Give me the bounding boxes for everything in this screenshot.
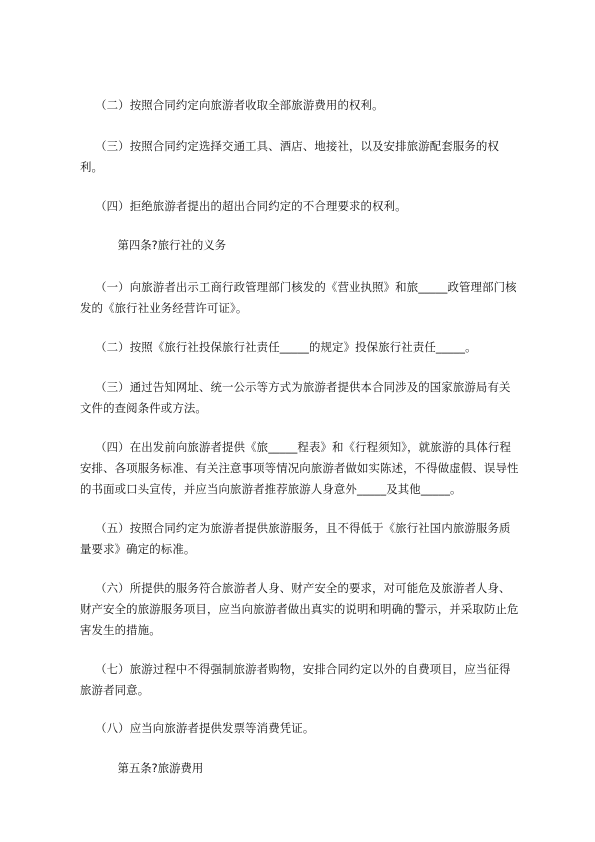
paragraph-text: （八）应当向旅游者提供发票等消费凭证。 xyxy=(95,721,315,735)
paragraph-text: （一）向旅游者出示工商行政管理部门核发的《营业执照》和旅_____政管理部门核发的《旅行社业务经营许可证》。 xyxy=(80,280,517,315)
heading-text: 第四条?旅行社的义务 xyxy=(117,238,227,252)
paragraph-text: （六）所提供的服务符合旅游者人身、财产安全的要求，对可能危及旅游者人身、财产安全的旅游服务项目，应当向旅游者做出真实的说明和明确的警示，并采取防止危害发生的措施。 xyxy=(80,581,519,637)
heading-text: 第五条?旅游费用 xyxy=(117,761,204,775)
paragraph-text: （三）通过告知网址、统一公示等方式为旅游者提供本合同涉及的国家旅游局有关文件的查阅条件或方法。 xyxy=(80,380,511,415)
paragraph-text: （三）按照合同约定选择交通工具、酒店、地接社，以及安排旅游配套服务的权利。 xyxy=(80,139,500,174)
paragraph-text: （四）在出发前向旅游者提供《旅_____程表》和《行程须知》，就旅游的具体行程安排、各项服务标准、有关注意事项等情况向旅游者做如实陈述，不得做虚假、误导性的书面或口头宣传，并应当向旅游者推荐旅游人身意外_____及其他_____。 xyxy=(80,440,519,496)
paragraph-text: （四）拒绝旅游者提出的超出合同约定的不合理要求的权利。 xyxy=(95,199,407,213)
paragraph-text: （五）按照合同约定为旅游者提供旅游服务，且不得低于《旅行社国内旅游服务质量要求》确定的标准。 xyxy=(80,521,511,556)
article-5-heading xyxy=(103,737,203,800)
paragraph-text: （二）按照合同约定向旅游者收取全部旅游费用的权利。 xyxy=(95,98,384,112)
paragraph-text: （二）按照《旅行社投保旅行社责任_____的规定》投保旅行社责任_____。 xyxy=(95,340,477,354)
paragraph-text: （七）旅游过程中不得强制旅游者购物，安排合同约定以外的自费项目，应当征得旅游者同意。 xyxy=(80,662,511,697)
